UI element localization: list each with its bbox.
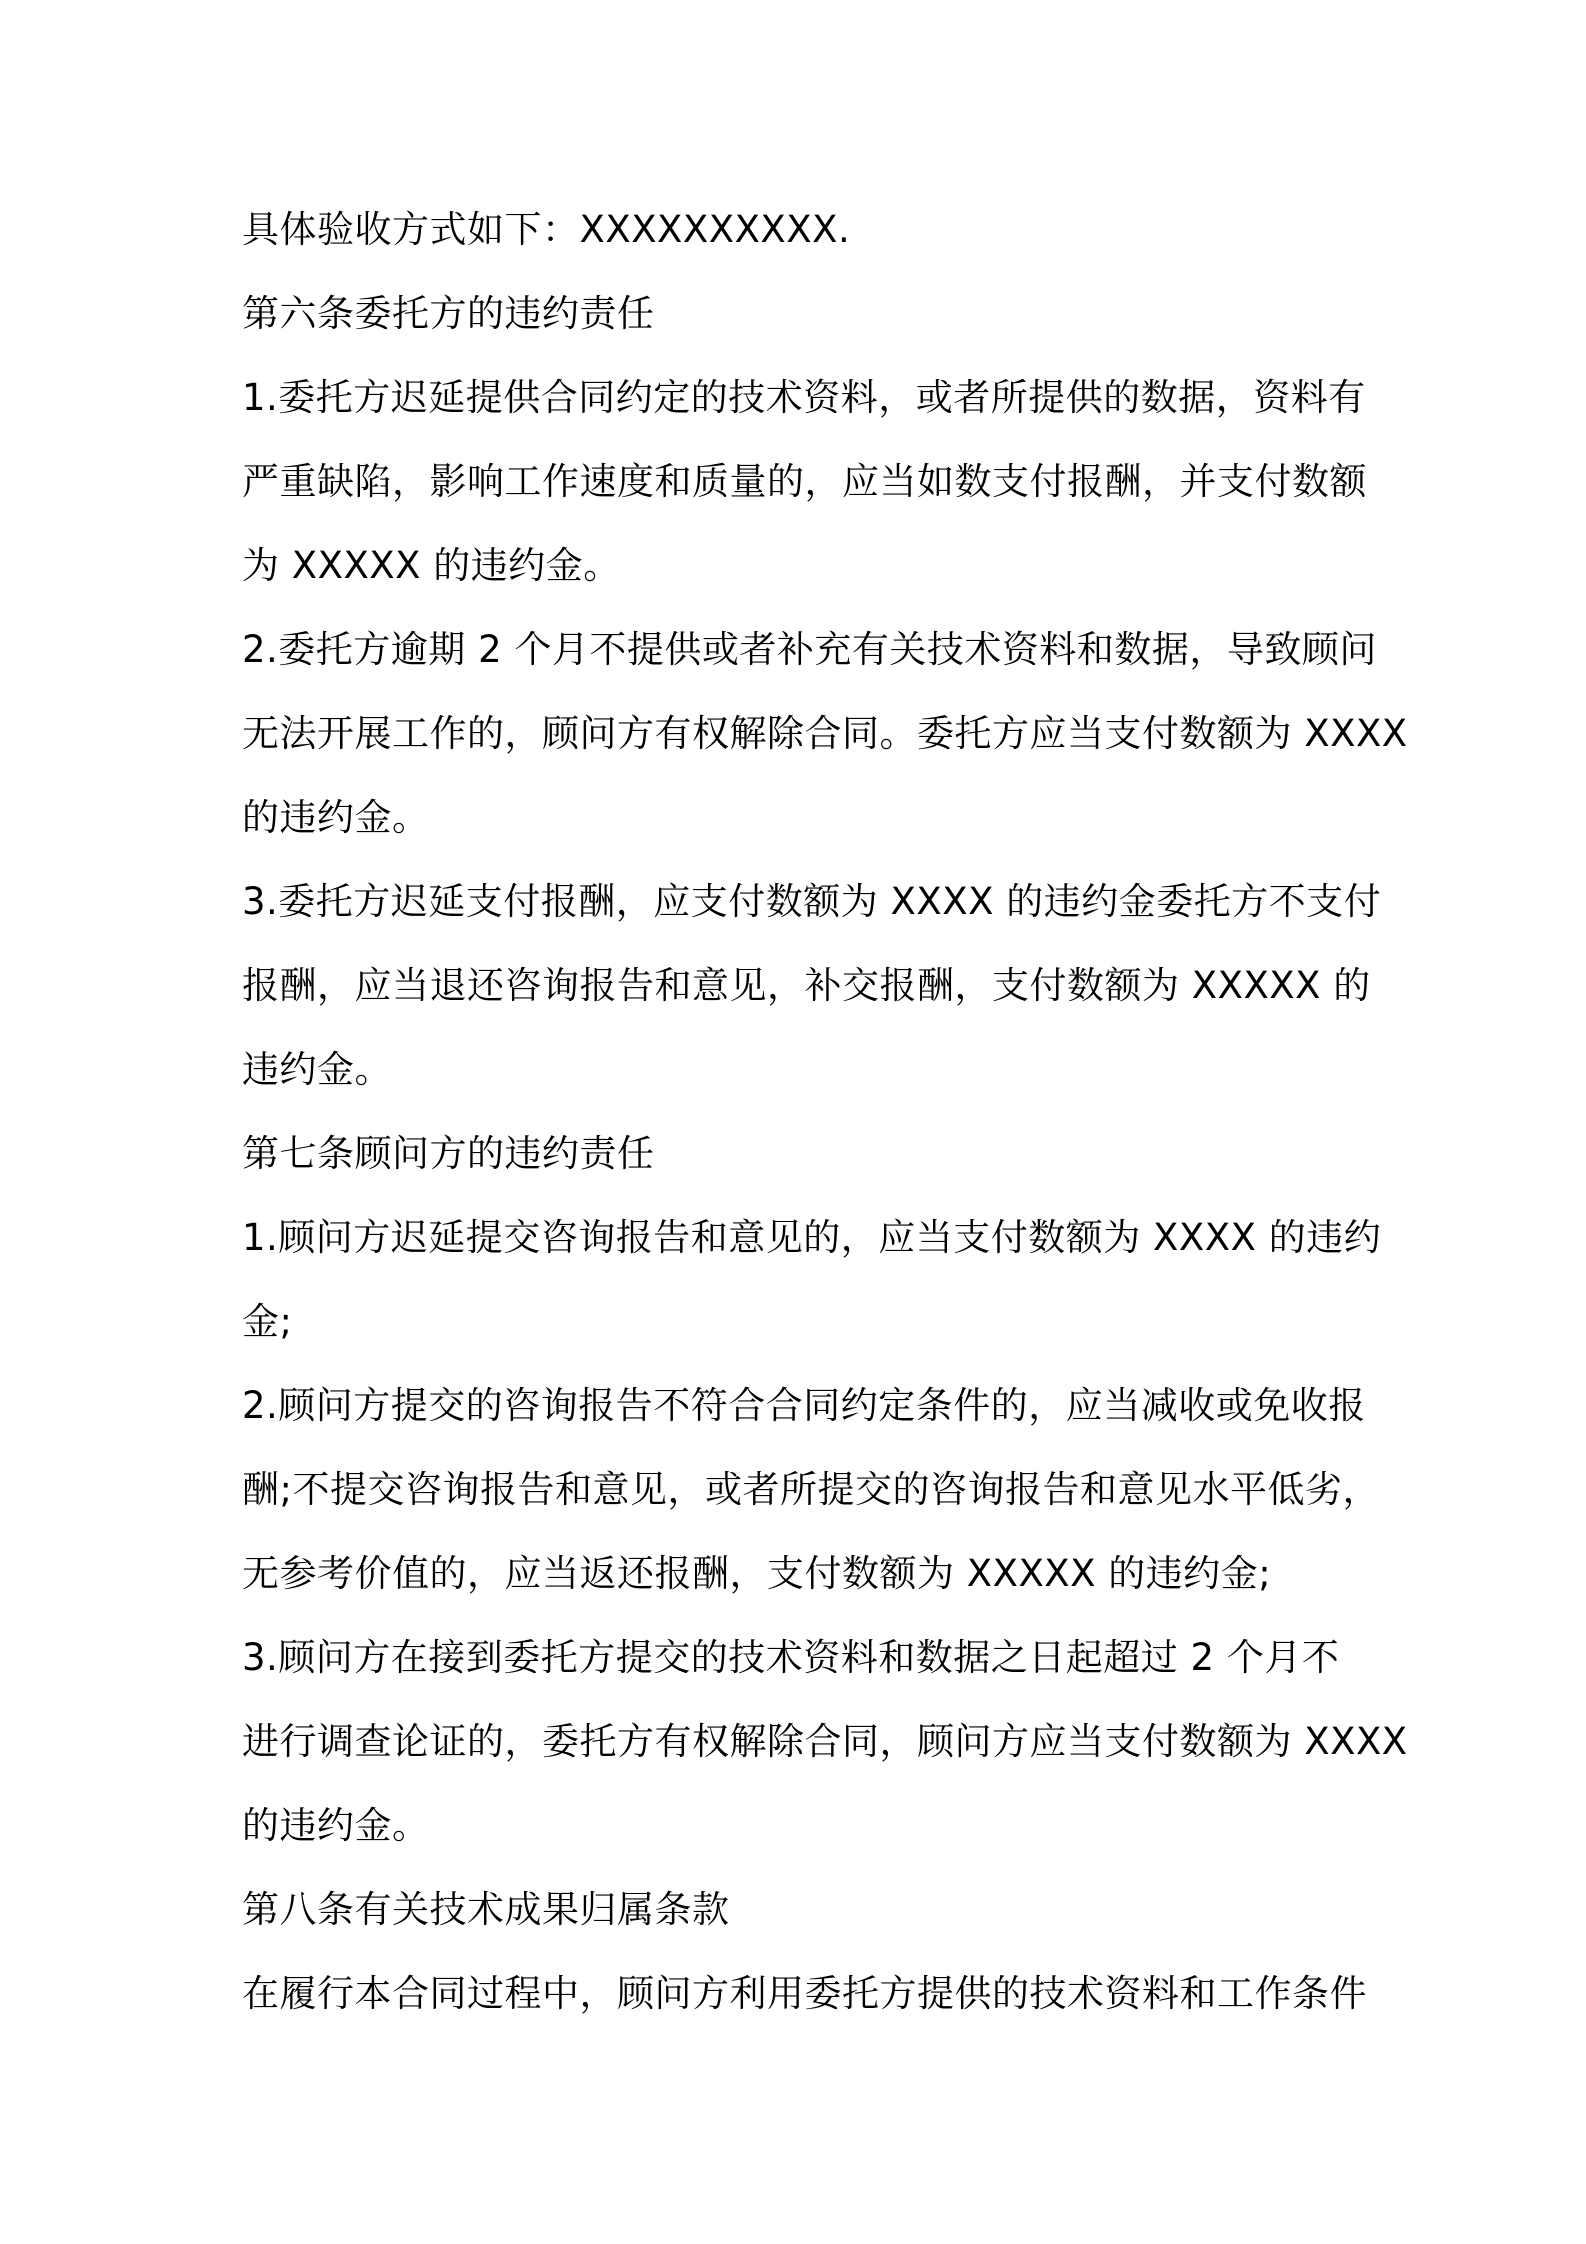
document-body bbox=[242, 200, 1408, 2048]
text-line: 严重缺陷，影响工作速度和质量的，应当如数支付报酬，并支付数额 bbox=[242, 460, 1367, 503]
text-line: 的违约金。 bbox=[242, 796, 430, 839]
text-line: 具体验收方式如下：XXXXXXXXXX. bbox=[242, 208, 851, 251]
text-line: 无法开展工作的，顾问方有权解除合同。委托方应当支付数额为 XXXX bbox=[242, 712, 1408, 755]
text-line: 的违约金。 bbox=[242, 1804, 430, 1847]
text-line: 酬;不提交咨询报告和意见，或者所提交的咨询报告和意见水平低劣， bbox=[242, 1468, 1380, 1511]
text-line: 无参考价值的，应当返还报酬，支付数额为 XXXXX 的违约金; bbox=[242, 1552, 1272, 1595]
text-line: 违约金。 bbox=[242, 1048, 392, 1091]
text-line: 金; bbox=[242, 1300, 293, 1343]
text-line: 报酬，应当退还咨询报告和意见，补交报酬，支付数额为 XXXXX 的 bbox=[242, 964, 1371, 1007]
text-line: 1.委托方迟延提供合同约定的技术资料，或者所提供的数据，资料有 bbox=[242, 376, 1366, 419]
text-line: 1.顾问方迟延提交咨询报告和意见的，应当支付数额为 XXXX 的违约 bbox=[242, 1216, 1382, 1259]
text-line: 进行调查论证的，委托方有权解除合同，顾问方应当支付数额为 XXXX bbox=[242, 1720, 1408, 1763]
text-line: 3.顾问方在接到委托方提交的技术资料和数据之日起超过 2 个月不 bbox=[242, 1636, 1340, 1679]
text-line: 3.委托方迟延支付报酬，应支付数额为 XXXX 的违约金委托方不支付 bbox=[242, 880, 1382, 923]
text-line: 2.顾问方提交的咨询报告不符合合同约定条件的，应当减收或免收报 bbox=[242, 1384, 1366, 1427]
text-line: 2.委托方逾期 2 个月不提供或者补充有关技术资料和数据，导致顾问 bbox=[242, 628, 1377, 671]
text-line: 在履行本合同过程中，顾问方利用委托方提供的技术资料和工作条件 bbox=[242, 1972, 1367, 2015]
section-heading: 第六条委托方的违约责任 bbox=[242, 292, 655, 335]
section-heading: 第七条顾问方的违约责任 bbox=[242, 1132, 655, 1175]
section-heading: 第八条有关技术成果归属条款 bbox=[242, 1888, 730, 1931]
text-line: 为 XXXXX 的违约金。 bbox=[242, 544, 621, 587]
